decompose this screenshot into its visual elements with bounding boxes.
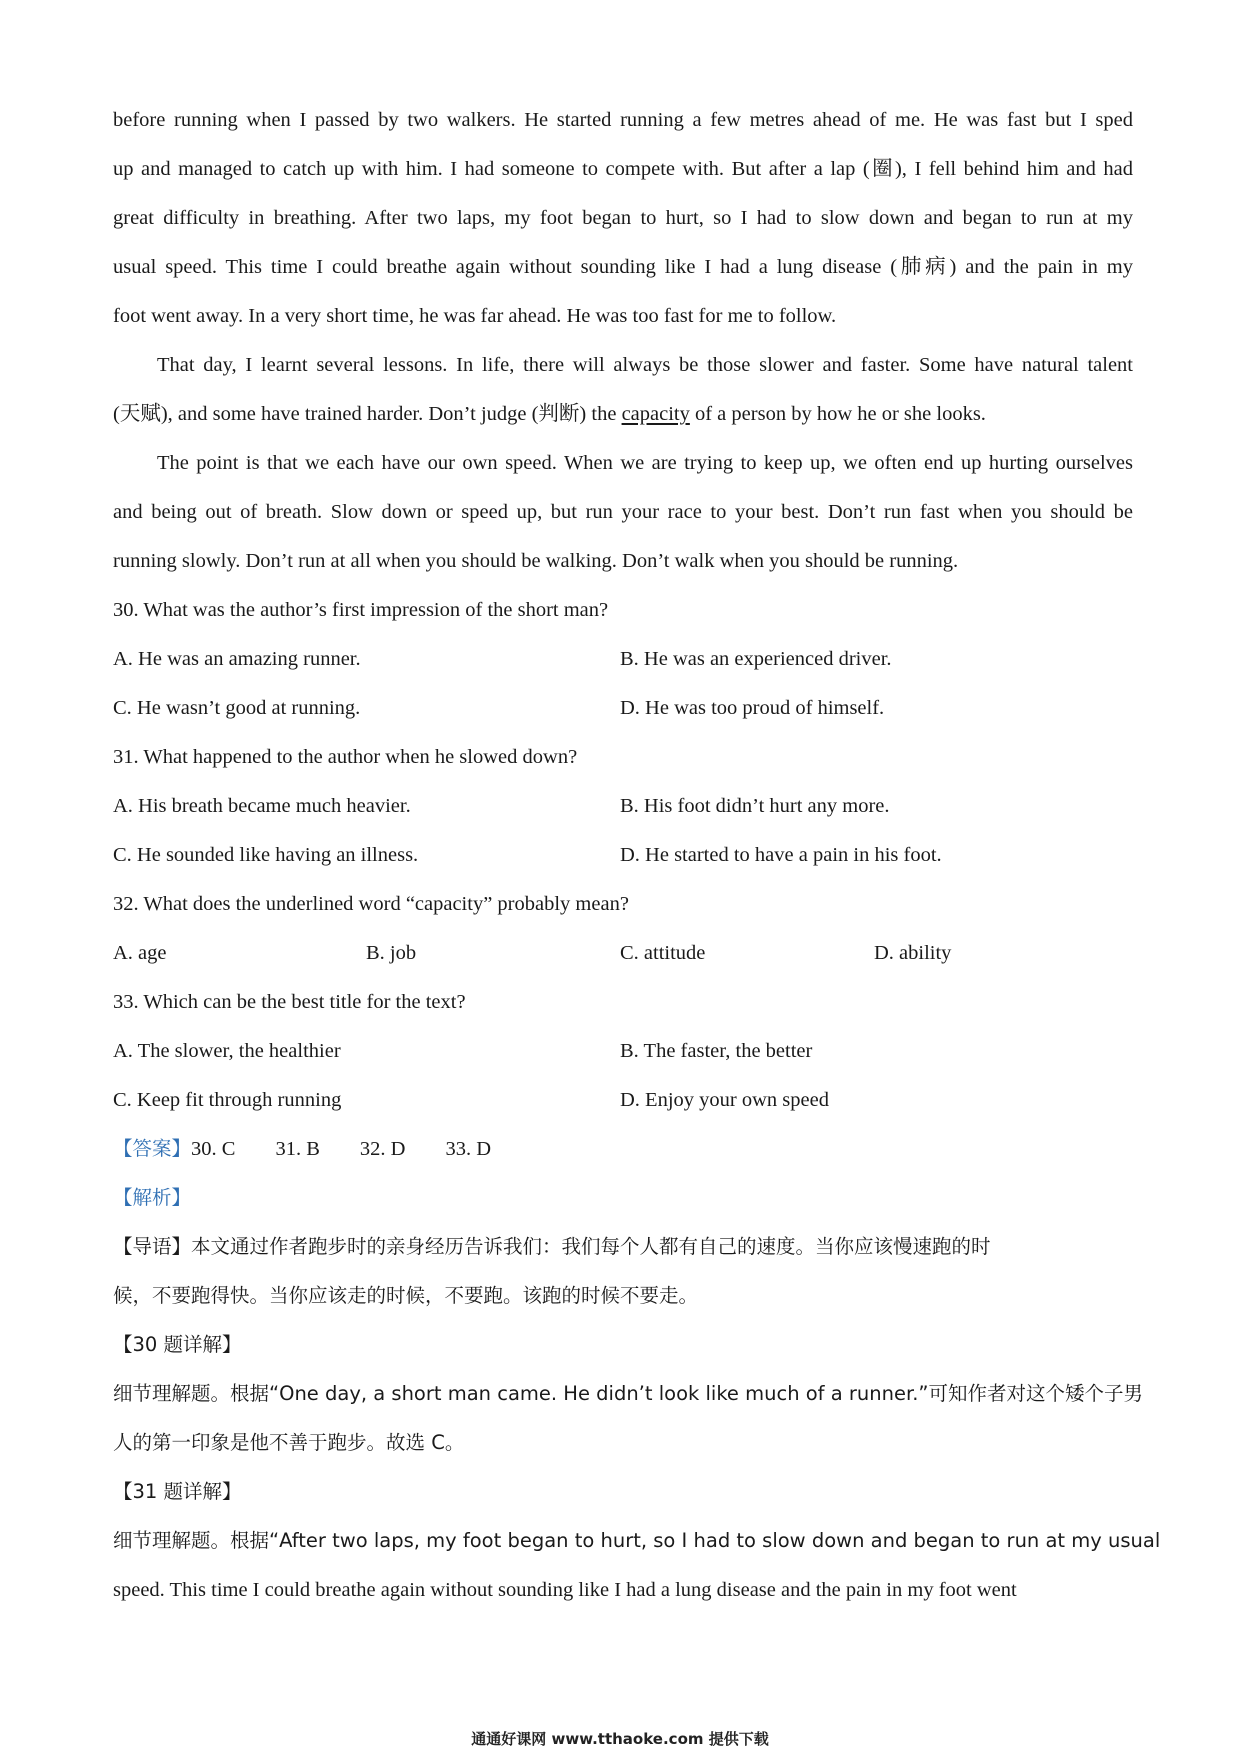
q30-detail-title: 【30 题详解】 [113, 1333, 242, 1356]
underlined-word: capacity [621, 403, 690, 425]
passage-text: of a person by how he or she looks. [689, 403, 986, 425]
question-33-option-d: D. Enjoy your own speed [620, 1089, 829, 1111]
question-32-option-c: C. attitude [620, 942, 706, 964]
answer-item: 32. D [359, 1138, 406, 1160]
answer-label: 【答案】 [113, 1137, 192, 1160]
q30-detail-line: 人的第一印象是他不善于跑步。故选 C。 [113, 1431, 465, 1454]
question-30-option-a: A. He was an amazing runner. [113, 648, 361, 670]
question-32-option-b: B. job [366, 942, 417, 964]
question-31-option-b: B. His foot didn’t hurt any more. [620, 795, 890, 817]
question-30-option-c: C. He wasn’t good at running. [113, 697, 361, 719]
analysis-intro-line: 【导语】本文通过作者跑步时的亲身经历告诉我们：我们每个人都有自己的速度。当你应该慢速跑的时 [113, 1235, 991, 1258]
question-31-stem: 31. What happened to the author when he slowed down? [113, 746, 578, 768]
q31-detail-title: 【31 题详解】 [113, 1480, 242, 1503]
q30-detail-line: 细节理解题。根据“One day, a short man came. He didn’t look like much of a runner.”可知作者对这个矮个子男 [113, 1382, 1144, 1405]
question-32-option-d: D. ability [874, 942, 952, 964]
question-31-option-d: D. He started to have a pain in his foot. [620, 844, 942, 866]
passage-line: foot went away. In a very short time, he was far ahead. He was too fast for me to follow. [113, 305, 837, 327]
question-33-option-a: A. The slower, the healthier [113, 1040, 341, 1062]
passage-line: usual speed. This time I could breathe again without sounding like I had a lung disease (肺病) and the pain in my [113, 256, 1133, 278]
passage-line: up and managed to catch up with him. I had someone to compete with. But after a lap (圈), I fell behind him and had [113, 158, 1133, 180]
answer-item: 30. C [191, 1138, 236, 1160]
question-31-option-a: A. His breath became much heavier. [113, 795, 411, 817]
passage-line: running slowly. Don’t run at all when you should be walking. Don’t walk when you should be running. [113, 550, 959, 572]
passage-line-with-underline [113, 401, 1133, 427]
passage-line: before running when I passed by two walkers. He started running a few metres ahead of me. He was fast but I sped [113, 109, 1133, 131]
answer-item: 31. B [275, 1138, 320, 1160]
question-33-option-c: C. Keep fit through running [113, 1089, 342, 1111]
analysis-label: 【解析】 [113, 1186, 192, 1209]
question-33-stem: 33. Which can be the best title for the text? [113, 991, 466, 1013]
question-30-option-d: D. He was too proud of himself. [620, 697, 885, 719]
passage-line: The point is that we each have our own speed. When we are trying to keep up, we often end up hurting ourselves [157, 452, 1133, 474]
q31-detail-line: speed. This time I could breathe again without sounding like I had a lung disease and the pain in my foot went [113, 1579, 1017, 1601]
question-33-option-b: B. The faster, the better [620, 1040, 813, 1062]
passage-line: and being out of breath. Slow down or speed up, but run your race to your best. Don’t run fast when you should be [113, 501, 1133, 523]
page-footer: 通通好课网 www.tthaoke.com 提供下载 [471, 1730, 769, 1748]
question-32-option-a: A. age [113, 942, 167, 964]
question-30-option-b: B. He was an experienced driver. [620, 648, 892, 670]
passage-text: (天赋), and some have trained harder. Don’t judge (判断) the [113, 403, 622, 425]
passage-line: great difficulty in breathing. After two laps, my foot began to hurt, so I had to slow down and began to run at my [113, 207, 1133, 229]
answer-row [113, 1136, 491, 1162]
analysis-intro-line: 候，不要跑得快。当你应该走的时候，不要跑。该跑的时候不要走。 [113, 1284, 699, 1307]
question-30-stem: 30. What was the author’s first impression of the short man? [113, 599, 609, 621]
question-32-stem: 32. What does the underlined word “capacity” probably mean? [113, 893, 629, 915]
answer-item: 33. D [445, 1138, 492, 1160]
q31-detail-line: 细节理解题。根据“After two laps, my foot began to hurt, so I had to slow down and began to run at my usual [113, 1529, 1161, 1552]
passage-line: That day, I learnt several lessons. In life, there will always be those slower and faster. Some have natural talent [157, 354, 1133, 376]
question-31-option-c: C. He sounded like having an illness. [113, 844, 419, 866]
